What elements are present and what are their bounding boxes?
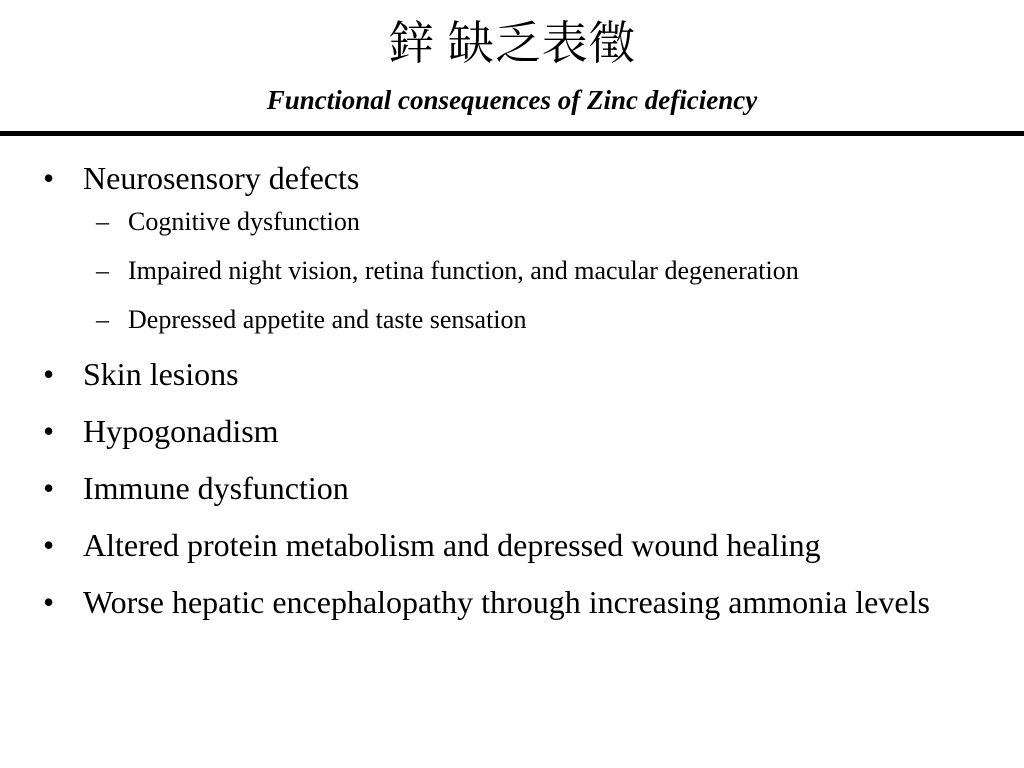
bullet-text: Worse hepatic encephalopathy through increasing ammonia levels [83,584,930,620]
sub-item-night-vision [0,251,1010,291]
bullet-list [0,154,1024,626]
dash-icon: – [96,305,109,334]
sub-item-cognitive [0,202,1010,242]
bullet-icon: • [43,470,55,506]
bullet-icon: • [43,413,55,449]
title-divider [0,131,1024,136]
bullet-icon: • [43,160,55,196]
sub-bullet-list [83,202,1010,340]
bullet-text: Skin lesions [83,356,239,392]
sub-item-appetite [0,300,1010,340]
bullet-text: Hypogonadism [83,413,279,449]
bullet-item-hepatic-encephalopathy [0,578,1024,626]
bullet-icon: • [43,356,55,392]
bullet-content [0,154,1024,635]
bullet-text: Immune dysfunction [83,470,349,506]
bullet-item-skin-lesions [0,350,1024,398]
sub-item-text: Cognitive dysfunction [128,207,360,236]
bullet-icon: • [43,527,55,563]
dash-icon: – [96,256,109,285]
bullet-text: Altered protein metabolism and depressed wound healing [83,527,821,563]
dash-icon: – [96,207,109,236]
bullet-icon: • [43,584,55,620]
sub-item-text: Impaired night vision, retina function, and macular degeneration [128,256,799,285]
bullet-item-immune [0,464,1024,512]
slide-title-english: Functional consequences of Zinc deficiency [266,85,758,115]
bullet-text: Neurosensory defects [83,160,360,196]
sub-item-text: Depressed appetite and taste sensation [128,305,527,334]
bullet-item-hypogonadism [0,407,1024,455]
bullet-item-protein-metabolism [0,521,1024,569]
bullet-item-neurosensory [0,154,1024,340]
slide-title-chinese: 鋅 缺乏表徵 [388,18,636,69]
